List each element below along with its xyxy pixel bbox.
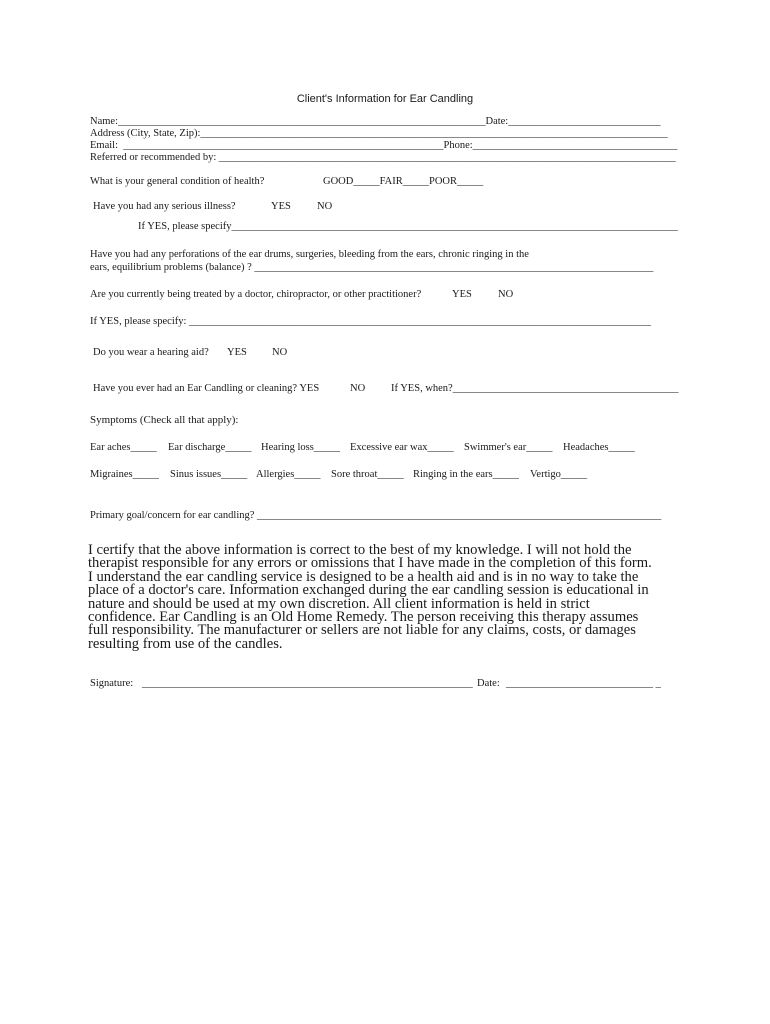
symptom-headaches[interactable]: Headaches_____ bbox=[563, 442, 635, 453]
hearing-aid-no[interactable]: NO bbox=[272, 347, 288, 358]
hearing-aid-question: Do you wear a hearing aid? bbox=[93, 347, 209, 358]
email-phone-field[interactable]: Email: _____________________________________________________________Phone:_______________________________________ bbox=[90, 140, 678, 151]
address-field[interactable]: Address (City, State, Zip):_________________________________________________________________________________________ bbox=[90, 128, 668, 139]
certify-line: therapist responsible for any errors or omissions that I have made in the completion of this form. bbox=[88, 555, 652, 572]
certify-line: resulting from use of the candles. bbox=[88, 635, 283, 652]
symptom-ear-discharge[interactable]: Ear discharge_____ bbox=[168, 442, 252, 453]
symptoms-heading: Symptoms (Check all that apply): bbox=[90, 414, 239, 426]
general-condition-options[interactable]: GOOD_____FAIR_____POOR_____ bbox=[323, 176, 484, 187]
referred-field[interactable]: Referred or recommended by: _______________________________________________________________________________________ bbox=[90, 152, 676, 163]
symptom-allergies[interactable]: Allergies_____ bbox=[256, 469, 321, 480]
serious-illness-question: Have you had any serious illness? bbox=[93, 201, 236, 212]
certify-line: nature and should be used at my own discretion. All client information is held in strict bbox=[88, 595, 590, 612]
symptom-vertigo[interactable]: Vertigo_____ bbox=[530, 469, 588, 480]
symptom-sore-throat[interactable]: Sore throat_____ bbox=[331, 469, 404, 480]
candling-before-no[interactable]: NO bbox=[350, 383, 366, 394]
certify-line: confidence. Ear Candling is an Old Home Remedy. The person receiving this therapy assumes bbox=[88, 609, 639, 626]
general-condition-question: What is your general condition of health? bbox=[90, 176, 265, 187]
treated-no[interactable]: NO bbox=[498, 289, 514, 300]
candling-when-field[interactable]: If YES, when?___________________________________________ bbox=[391, 383, 679, 394]
serious-illness-specify-field[interactable]: If YES, please specify_____________________________________________________________________________________ bbox=[138, 221, 678, 232]
symptom-excessive-ear-wax[interactable]: Excessive ear wax_____ bbox=[350, 442, 454, 453]
symptom-ear-aches[interactable]: Ear aches_____ bbox=[90, 442, 157, 453]
certify-line: full responsibility. The manufacturer or sellers are not liable for any claims, costs, or damages bbox=[88, 622, 636, 639]
candling-before-question: Have you ever had an Ear Candling or cleaning? YES bbox=[93, 383, 320, 394]
treated-specify-field[interactable]: If YES, please specify: ________________________________________________________________________________________ bbox=[90, 316, 652, 327]
symptom-ringing-in-ears[interactable]: Ringing in the ears_____ bbox=[413, 469, 519, 480]
symptom-migraines[interactable]: Migraines_____ bbox=[90, 469, 159, 480]
signature-label: Signature: bbox=[90, 678, 134, 689]
perforations-question: Have you had any perforations of the ear drums, surgeries, bleeding from the ears, chronic ringing in the bbox=[90, 249, 529, 260]
treated-yes[interactable]: YES bbox=[452, 289, 472, 300]
signature-field[interactable]: _______________________________________________________________ bbox=[142, 678, 473, 689]
name-date-field[interactable]: Name:______________________________________________________________________Date:_____________________________ bbox=[90, 116, 661, 127]
certify-line: place of a doctor's care. Information exchanged during the ear candling session is educational in bbox=[88, 582, 649, 599]
certify-line: I understand the ear candling service is designed to be a health aid and is in no way to take the bbox=[88, 568, 639, 585]
serious-illness-no[interactable]: NO bbox=[317, 201, 333, 212]
certification-statement bbox=[88, 544, 688, 651]
signature-date-field[interactable]: ____________________________ _ bbox=[506, 678, 661, 689]
certify-line: I certify that the above information is correct to the best of my knowledge. I will not hold the bbox=[88, 542, 632, 558]
treated-question: Are you currently being treated by a doctor, chiropractor, or other practitioner? bbox=[90, 289, 422, 300]
form-title: Client's Information for Ear Candling bbox=[296, 93, 474, 105]
hearing-aid-yes[interactable]: YES bbox=[227, 347, 247, 358]
symptom-swimmers-ear[interactable]: Swimmer's ear_____ bbox=[464, 442, 553, 453]
perforations-field[interactable]: ears, equilibrium problems (balance) ? ____________________________________________________________________________ bbox=[90, 262, 654, 273]
primary-goal-field[interactable]: Primary goal/concern for ear candling? _____________________________________________________________________________ bbox=[90, 510, 662, 521]
serious-illness-yes[interactable]: YES bbox=[271, 201, 291, 212]
symptom-hearing-loss[interactable]: Hearing loss_____ bbox=[261, 442, 341, 453]
symptom-sinus-issues[interactable]: Sinus issues_____ bbox=[170, 469, 248, 480]
signature-date-label: Date: bbox=[477, 678, 500, 689]
